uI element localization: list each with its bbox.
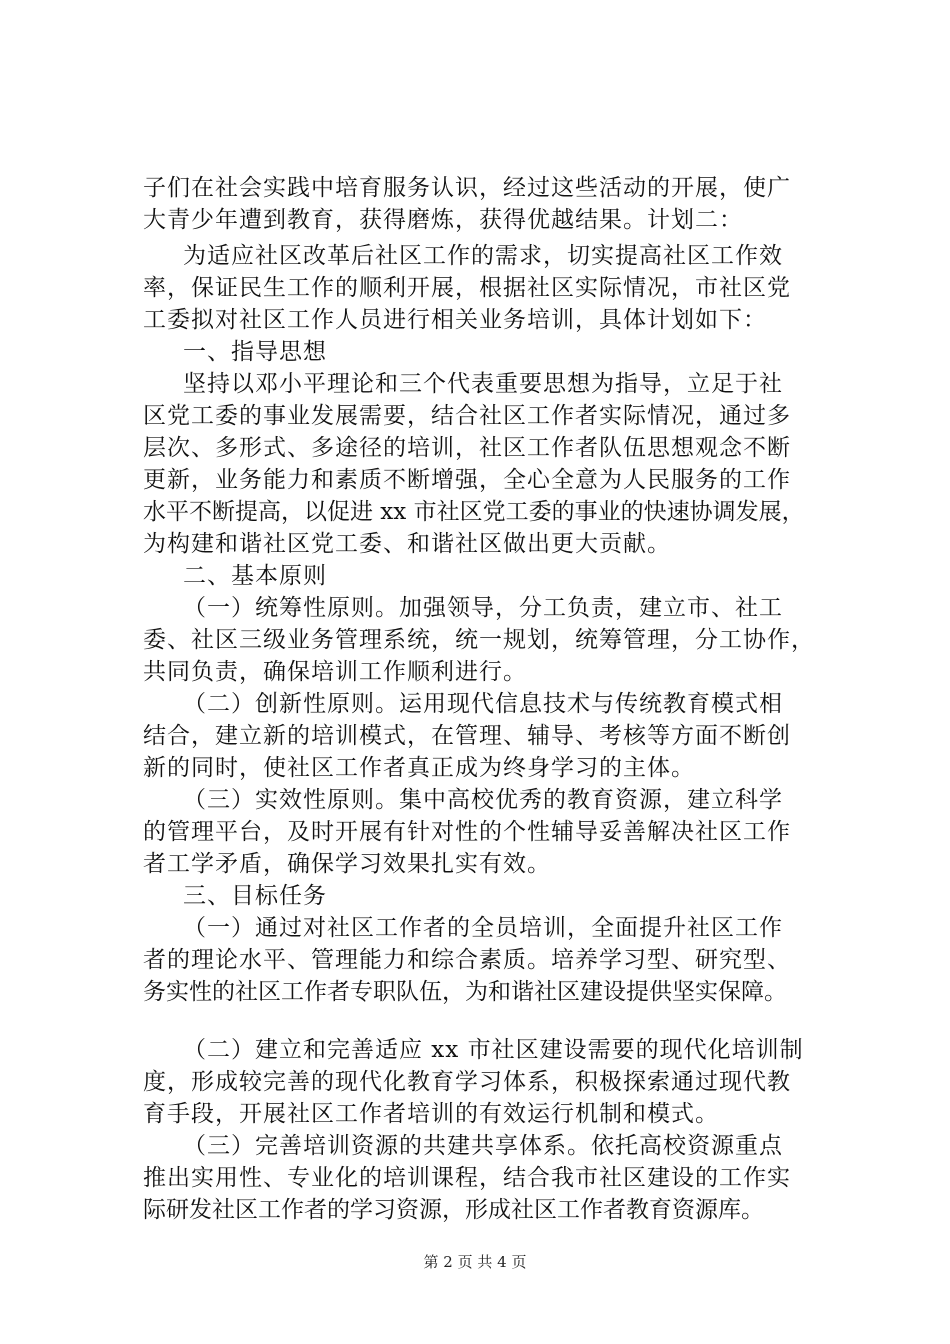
text-line: 者工学矛盾，确保学习效果扎实有效。	[143, 851, 551, 877]
text-line: （三）实效性原则。集中高校优秀的教育资源，建立科学	[183, 787, 783, 813]
text-line: 更新，业务能力和素质不断增强，全心全意为人民服务的工作	[143, 467, 791, 493]
section-heading: 三、目标任务	[183, 883, 327, 909]
text-line: 层次、多形式、多途径的培训，社区工作者队伍思想观念不断	[143, 435, 791, 461]
text-line: （一）通过对社区工作者的全员培训，全面提升社区工作	[183, 915, 783, 941]
text-line: 率，保证民生工作的顺利开展，根据社区实际情况，市社区党	[143, 275, 791, 301]
text-line: 坚持以邓小平理论和三个代表重要思想为指导，立足于社	[183, 371, 783, 397]
text-line: 结合，建立新的培训模式，在管理、辅导、考核等方面不断创	[143, 723, 791, 749]
text-line: 的管理平台，及时开展有针对性的个性辅导妥善解决社区工作	[143, 819, 791, 845]
text-line: 度，形成较完善的现代化教育学习体系，积极探索通过现代教	[143, 1069, 791, 1095]
text-line: （一）统筹性原则。加强领导，分工负责，建立市、社工	[183, 595, 783, 621]
text-line: 务实性的社区工作者专职队伍，为和谐社区建设提供坚实保障。	[143, 979, 787, 1005]
text-line: 为适应社区改革后社区工作的需求，切实提高社区工作效	[183, 243, 783, 269]
text-line: 工委拟对社区工作人员进行相关业务培训，具体计划如下：	[143, 307, 767, 333]
text-line: 新的同时，使社区工作者真正成为终身学习的主体。	[143, 755, 695, 781]
text-line: 区党工委的事业发展需要，结合社区工作者实际情况，通过多	[143, 403, 791, 429]
text-line: 为构建和谐社区党工委、和谐社区做出更大贡献。	[143, 531, 671, 557]
text-line: 共同负责，确保培训工作顺利进行。	[143, 659, 527, 685]
text-line: 委、社区三级业务管理系统，统一规划，统筹管理，分工协作，	[143, 627, 815, 653]
text-line: 推出实用性、专业化的培训课程，结合我市社区建设的工作实	[143, 1165, 791, 1191]
text-line: 水平不断提高，以促进 xx 市社区党工委的事业的快速协调发展，	[143, 499, 805, 525]
text-line: （二）创新性原则。运用现代信息技术与传统教育模式相	[183, 691, 783, 717]
text-line: 育手段，开展社区工作者培训的有效运行机制和模式。	[143, 1101, 719, 1127]
page-number-footer: 第 2 页 共 4 页	[423, 1253, 527, 1271]
text-line: 者的理论水平、管理能力和综合素质。培养学习型、研究型、	[143, 947, 791, 973]
text-line: （二）建立和完善适应 xx 市社区建设需要的现代化培训制	[183, 1037, 804, 1063]
section-heading: 一、指导思想	[183, 339, 327, 365]
text-line: 子们在社会实践中培育服务认识，经过这些活动的开展，使广	[143, 175, 791, 201]
text-line: 际研发社区工作者的学习资源，形成社区工作者教育资源库。	[143, 1197, 764, 1223]
text-line: （三）完善培训资源的共建共享体系。依托高校资源重点	[183, 1133, 783, 1159]
text-line: 大青少年遭到教育，获得磨炼，获得优越结果。计划二：	[143, 207, 743, 233]
section-heading: 二、基本原则	[183, 563, 327, 589]
